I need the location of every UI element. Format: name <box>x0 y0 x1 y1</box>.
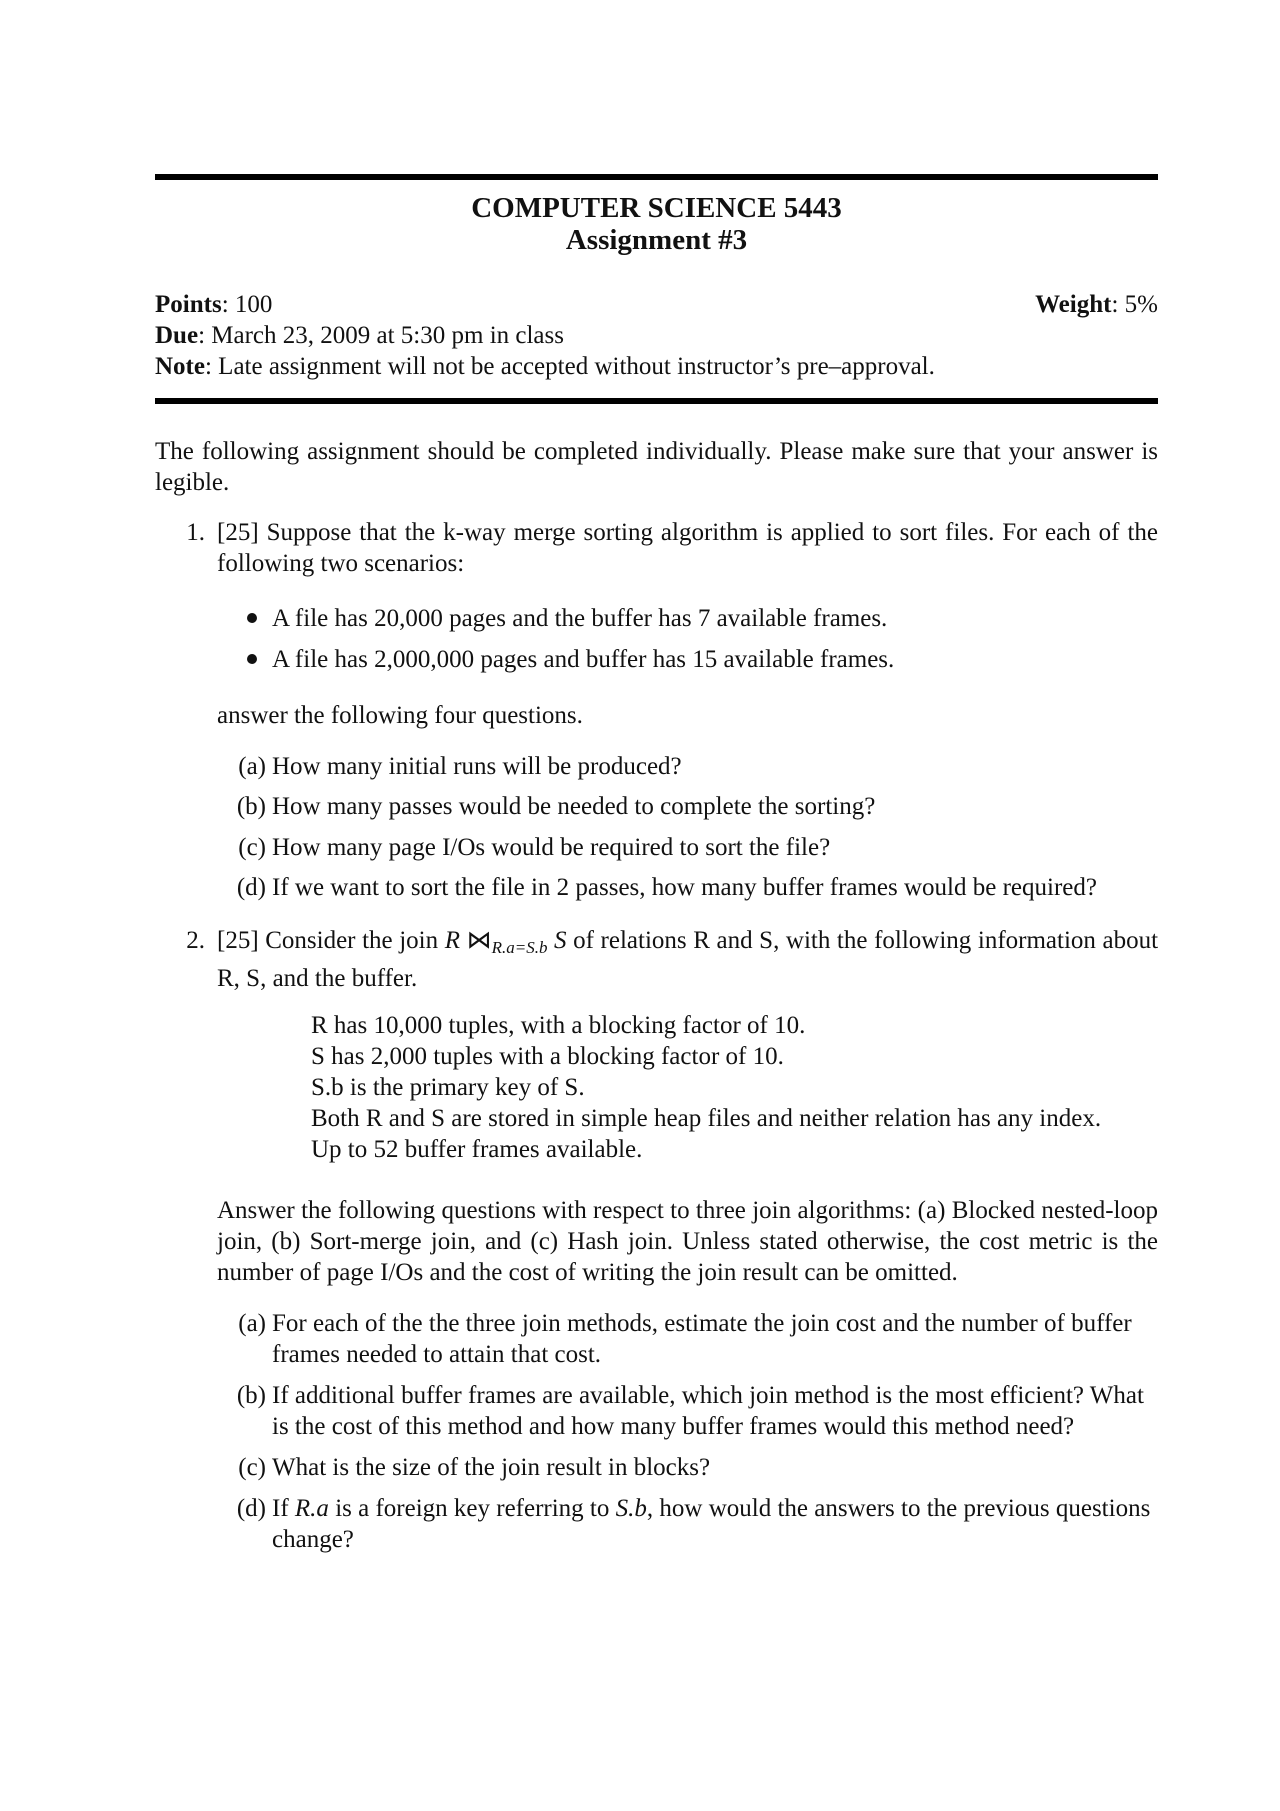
q1-part-b-text: How many passes would be needed to complete the sorting? <box>272 793 876 820</box>
q2-part-d-label: (d) <box>236 1495 266 1522</box>
question-1-text: [25] Suppose that the k-way merge sorting algorithm is applied to sort files. For each of the following two scenarios: <box>217 519 1158 577</box>
q2-part-d-pre: If <box>272 1495 289 1522</box>
math-s: S <box>554 927 567 954</box>
top-rule <box>155 174 1158 180</box>
q2-info-4: Both R and S are stored in simple heap files and neither relation has any index. <box>311 1105 1102 1132</box>
q1-part-a-text: How many initial runs will be produced? <box>272 753 682 780</box>
header-bottom-rule <box>155 398 1158 404</box>
join-condition: R.a=S.b <box>491 938 548 957</box>
q1-part-c-label: (c) <box>238 834 266 861</box>
q2-info-1: R has 10,000 tuples, with a blocking factor of 10. <box>311 1012 806 1039</box>
note-line <box>155 351 935 382</box>
intro-paragraph: The following assignment should be completed individually. Please make sure that your answer is legible. <box>155 438 1158 496</box>
points-value: : 100 <box>221 291 273 318</box>
q2-part-d-post: , how would the answers to the previous questions change? <box>272 1495 1151 1553</box>
q2-part-d-mid: is a foreign key referring to <box>335 1495 610 1522</box>
q2-part-b-text: If additional buffer frames are available, which join method is the most efficient? What is the cost of this method and how many buffer frames would this method need? <box>272 1382 1144 1440</box>
note-label: Note <box>155 353 205 380</box>
q2-part-c-text: What is the size of the join result in blocks? <box>272 1454 711 1481</box>
q2-info-5: Up to 52 buffer frames available. <box>311 1136 643 1163</box>
points-line <box>155 289 272 320</box>
question-2-number: 2. <box>186 927 205 954</box>
q1-part-d-label: (d) <box>236 874 266 901</box>
q1-part-c-text: How many page I/Os would be required to sort the file? <box>272 834 831 861</box>
weight-label: Weight <box>1035 291 1112 318</box>
q2-lead: Answer the following questions with respect to three join algorithms: (a) Blocked nested-loop join, (b) Sort-merge join, and (c) Hash join. Unless stated otherwise, the cost metric is the number of page I/Os and the cost of writing the join result can be omitted. <box>217 1197 1158 1286</box>
weight-value: : 5% <box>1111 291 1158 318</box>
due-label: Due <box>155 322 199 349</box>
q2-part-a-label: (a) <box>238 1310 266 1337</box>
q2-info-block <box>311 1010 1101 1165</box>
math-r-a: R.a <box>294 1495 329 1522</box>
question-2-text <box>217 925 1158 994</box>
math-s-b: S.b <box>615 1495 647 1522</box>
due-value: : March 23, 2009 at 5:30 pm in class <box>198 322 564 349</box>
q2-info-2: S has 2,000 tuples with a blocking factor of 10. <box>311 1043 784 1070</box>
q1-bullet-1: A file has 20,000 pages and the buffer has 7 available frames. <box>272 605 888 632</box>
q1-lead: answer the following four questions. <box>217 702 583 729</box>
page-title <box>155 192 1158 256</box>
q2-info-3: S.b is the primary key of S. <box>311 1074 585 1101</box>
q2-part-b-label: (b) <box>236 1382 266 1409</box>
note-value: : Late assignment will not be accepted without instructor’s pre–approval. <box>204 353 935 380</box>
weight-line <box>1035 289 1158 320</box>
bullet-icon <box>247 613 257 623</box>
question-1-number: 1. <box>186 519 205 546</box>
q2-part-d-text <box>272 1493 1158 1555</box>
assignment-title: Assignment #3 <box>565 224 748 256</box>
q2-part-c-label: (c) <box>238 1454 266 1481</box>
q1-part-d-text: If we want to sort the file in 2 passes, how many buffer frames would be required? <box>272 874 1097 901</box>
points-label: Points <box>155 291 222 318</box>
bullet-icon <box>247 654 257 664</box>
join-symbol: ⋈ <box>466 927 492 954</box>
q1-bullet-2: A file has 2,000,000 pages and buffer has 15 available frames. <box>272 646 895 673</box>
q1-part-a-label: (a) <box>238 753 266 780</box>
q2-text-post: of relations R and S, with the following information about R, S, and the buffer. <box>217 927 1159 992</box>
q1-part-b-label: (b) <box>236 793 266 820</box>
due-line <box>155 320 564 351</box>
q2-part-a-text: For each of the the three join methods, estimate the join cost and the number of buffer frames needed to attain that cost. <box>272 1310 1132 1368</box>
math-r: R <box>444 927 460 954</box>
course-title: COMPUTER SCIENCE 5443 <box>471 192 842 224</box>
q2-text-pre: [25] Consider the join <box>217 927 439 954</box>
